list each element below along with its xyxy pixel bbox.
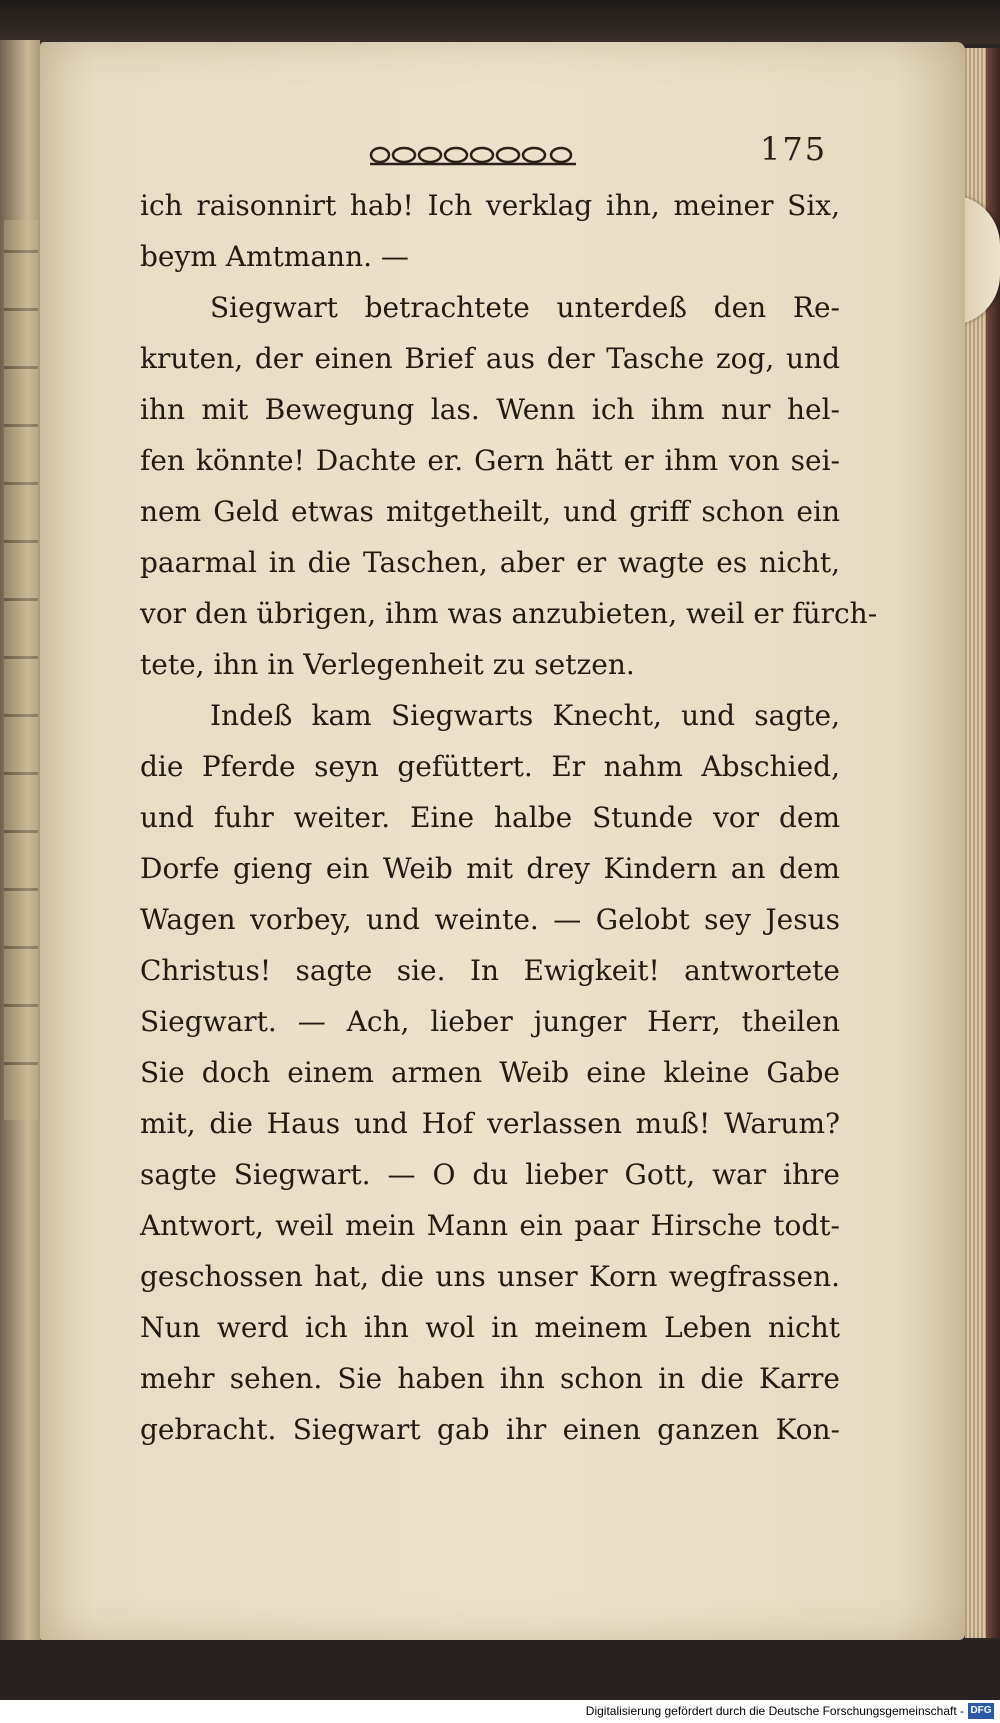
- ornament-border: [368, 142, 578, 168]
- text-line: geschossen hat, die uns unser Korn wegfrassen.: [140, 1260, 840, 1293]
- text-line: Siegwart. — Ach, lieber junger Herr, theilen: [140, 1005, 840, 1038]
- page-number: 175: [760, 130, 828, 168]
- text-line: die Pferde seyn gefüttert. Er nahm Abschied,: [140, 750, 840, 783]
- text-line: sagte Siegwart. — O du lieber Gott, war ihre: [140, 1158, 840, 1191]
- text-line: Nun werd ich ihn wol in meinem Leben nicht: [140, 1311, 840, 1344]
- text-line: Christus! sagte sie. In Ewigkeit! antwortete: [140, 954, 840, 987]
- facing-page-text-bleed: [4, 220, 38, 1120]
- text-line: und fuhr weiter. Eine halbe Stunde vor dem: [140, 801, 840, 834]
- text-line: kruten, der einen Brief aus der Tasche zog, und: [140, 342, 840, 375]
- facing-page-edge: [0, 40, 42, 1640]
- text-line: ich raisonnirt hab! Ich verklag ihn, meiner Six,: [140, 189, 840, 222]
- digitization-credit: Digitalisierung gefördert durch die Deutsche Forschungsgemeinschaft -: [585, 1704, 964, 1718]
- book-binding-top: [0, 0, 1000, 44]
- body-text: [140, 180, 878, 1455]
- scan-footer: [0, 1700, 1000, 1723]
- text-line: fen könnte! Dachte er. Gern hätt er ihm von sei-: [140, 444, 840, 477]
- text-line: Antwort, weil mein Mann ein paar Hirsche todt-: [140, 1209, 840, 1242]
- text-line: beym Amtmann. —: [140, 240, 409, 273]
- text-line: Dorfe gieng ein Weib mit drey Kindern an dem: [140, 852, 840, 885]
- text-line: paarmal in die Taschen, aber er wagte es nicht,: [140, 546, 840, 579]
- text-line: gebracht. Siegwart gab ihr einen ganzen Kon-: [140, 1413, 840, 1446]
- dfg-logo: DFG: [968, 1703, 994, 1719]
- text-line: vor den übrigen, ihm was anzubieten, weil er fürch-: [140, 597, 878, 630]
- scan-background-bottom: [0, 1640, 1000, 1700]
- text-line: mehr sehen. Sie haben ihn schon in die Karre: [140, 1362, 840, 1395]
- text-line: ihn mit Bewegung las. Wenn ich ihm nur hel-: [140, 393, 840, 426]
- text-line: Siegwart betrachtete unterdeß den Re-: [210, 291, 840, 324]
- text-line: tete, ihn in Verlegenheit zu setzen.: [140, 648, 635, 681]
- text-line: nem Geld etwas mitgetheilt, und griff schon ein: [140, 495, 840, 528]
- text-line: Indeß kam Siegwarts Knecht, und sagte,: [210, 699, 840, 732]
- text-line: Wagen vorbey, und weinte. — Gelobt sey Jesus: [140, 903, 840, 936]
- text-line: Sie doch einem armen Weib eine kleine Gabe: [140, 1056, 840, 1089]
- text-line: mit, die Haus und Hof verlassen muß! Warum?: [140, 1107, 840, 1140]
